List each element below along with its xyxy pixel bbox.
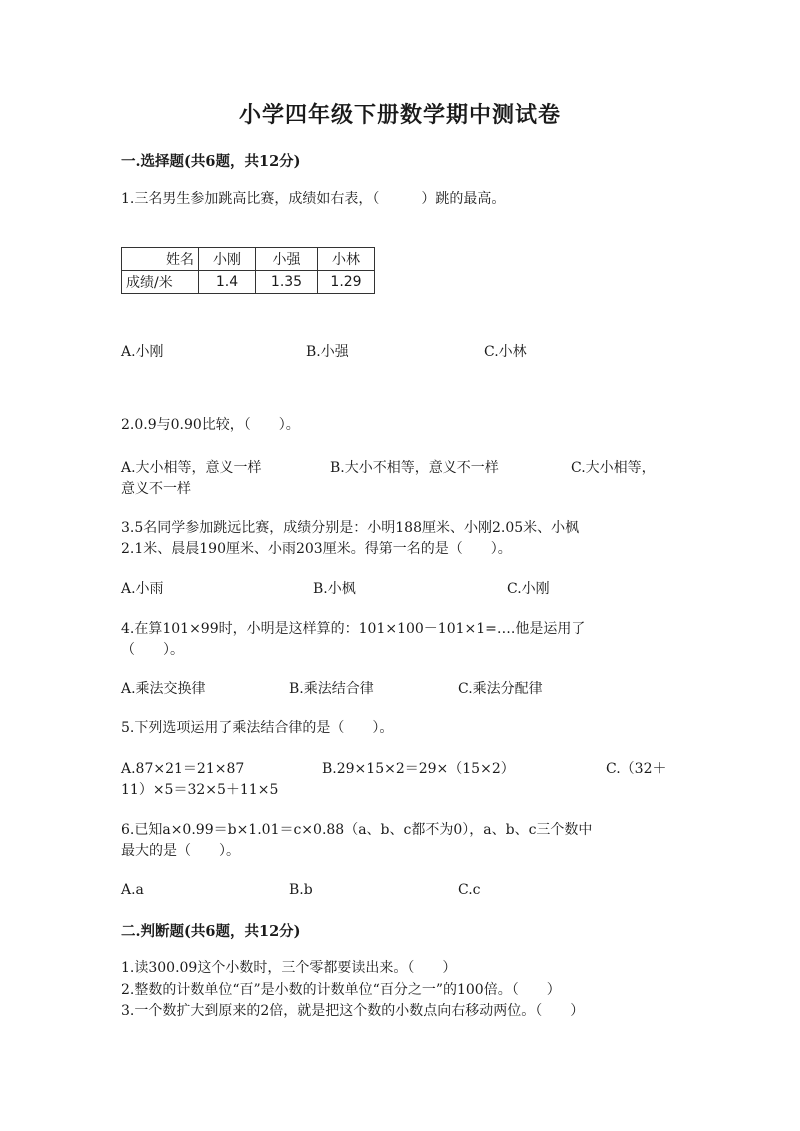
- question-6-line-1: 6.已知a×0.99＝b×1.01＝c×0.88（a、b、c都不为0），a、b、c三个数中: [121, 822, 593, 838]
- question-6-line-2: 最大的是（ ）。: [121, 843, 240, 859]
- question-3-line-2: 2.1米、晨晨190厘米、小雨203厘米。得第一名的是（ ）。: [121, 541, 512, 557]
- q4-option-a: A.乘法交换律: [121, 681, 206, 697]
- table-row: [122, 271, 375, 294]
- table-cell: 小林: [318, 248, 375, 271]
- question-2: 2.0.9与0.90比较，（ ）。: [121, 417, 300, 433]
- q1-option-c: C.小林: [484, 344, 527, 360]
- q4-option-c: C.乘法分配律: [458, 681, 543, 697]
- q4-option-b: B.乘法结合律: [289, 681, 374, 697]
- q2-option-b: B.大小不相等，意义不一样: [330, 460, 499, 476]
- q5-option-a: A.87×21＝21×87: [121, 761, 245, 777]
- q5-option-c-continued: 11）×5＝32×5＋11×5: [121, 782, 279, 798]
- q5-option-b: B.29×15×2＝29×（15×2）: [322, 761, 515, 777]
- q1-option-a: A.小刚: [121, 344, 164, 360]
- judgement-item-2: 2.整数的计数单位“百”是小数的计数单位“百分之一”的100倍。（ ）: [121, 982, 561, 998]
- q3-option-b: B.小枫: [313, 581, 356, 597]
- table-cell: 姓名: [122, 248, 199, 271]
- q2-option-c: C.大小相等，: [571, 460, 656, 476]
- table-row: [122, 248, 375, 271]
- table-cell: 1.4: [199, 271, 256, 294]
- judgement-item-1: 1.读300.09这个小数时，三个零都要读出来。（ ）: [121, 960, 457, 976]
- q2-option-a: A.大小相等，意义一样: [121, 460, 262, 476]
- section-heading-choice: 一.选择题(共6题，共12分): [121, 153, 301, 170]
- question-3-line-1: 3.5名同学参加跳远比赛，成绩分别是：小明188厘米、小刚2.05米、小枫: [121, 520, 580, 536]
- q1-option-b: B.小强: [306, 344, 349, 360]
- score-table: [121, 247, 375, 294]
- q2-option-c-continued: 意义不一样: [121, 481, 191, 497]
- table-cell: 1.29: [318, 271, 375, 294]
- q6-option-a: A.a: [121, 882, 144, 898]
- question-1: 1.三名男生参加跳高比赛，成绩如右表，（ ）跳的最高。: [121, 191, 506, 207]
- q5-option-c: C.（32＋: [606, 761, 667, 777]
- table-cell: 小刚: [199, 248, 256, 271]
- table-cell: 成绩/米: [122, 271, 199, 294]
- q3-option-c: C.小刚: [507, 581, 550, 597]
- table-cell: 小强: [256, 248, 318, 271]
- judgement-item-3: 3.一个数扩大到原来的2倍，就是把这个数的小数点向右移动两位。（ ）: [121, 1003, 585, 1019]
- q3-option-a: A.小雨: [121, 581, 164, 597]
- question-5: 5.下列选项运用了乘法结合律的是（ ）。: [121, 720, 394, 736]
- question-4-line-1: 4.在算101×99时，小明是这样算的：101×100－101×1=….他是运用了: [121, 621, 586, 637]
- table-cell: 1.35: [256, 271, 318, 294]
- page-title: 小学四年级下册数学期中测试卷: [238, 102, 561, 128]
- q6-option-c: C.c: [458, 882, 481, 898]
- section-heading-judgement: 二.判断题(共6题，共12分): [121, 923, 301, 940]
- q6-option-b: B.b: [289, 882, 313, 898]
- question-4-line-2: （ ）。: [121, 642, 184, 658]
